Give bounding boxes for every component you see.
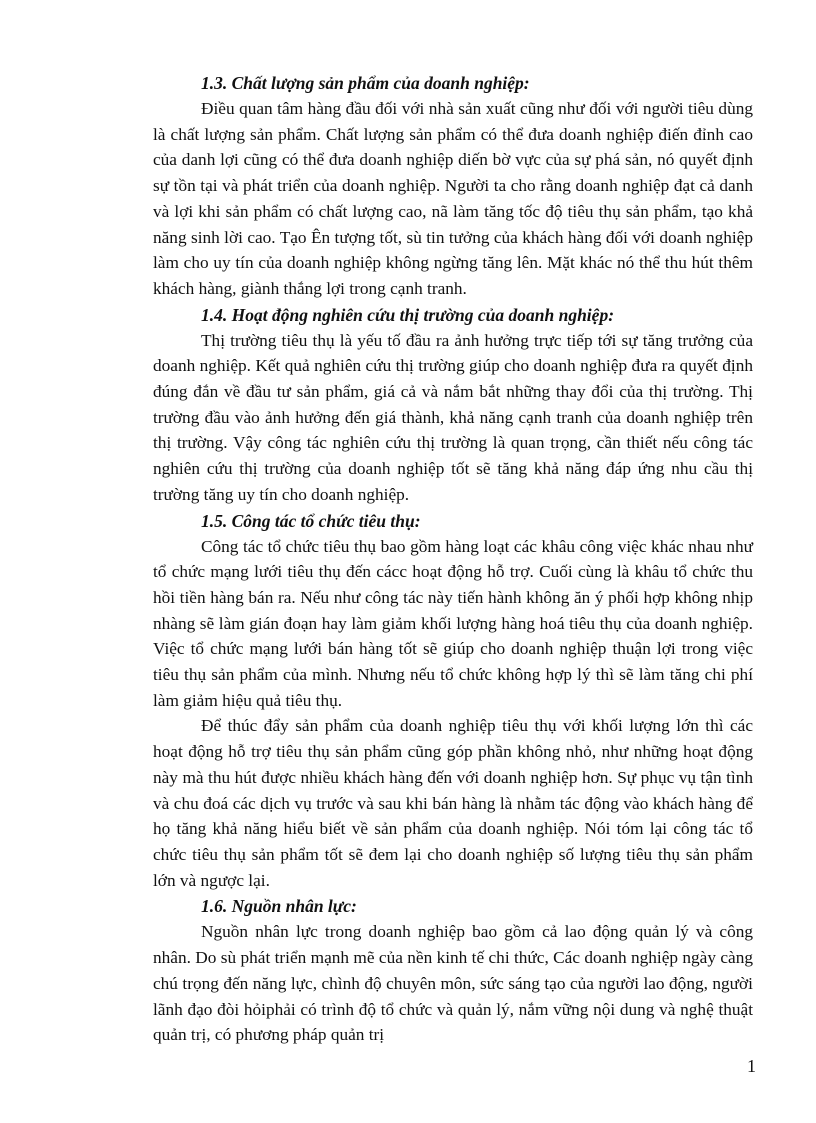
section-1-5-paragraph-2: Để thúc đẩy sản phẩm của doanh nghiệp tiêu thụ với khối lượng lớn thì các hoạt động hỗ trợ tiêu thụ sản phẩm cũng góp phần không nhỏ, như những hoạt động này mà thu hút được nhiều khách hàng đến với doanh nghiệp hơn. Sự phục vụ tận tình và chu đoá các dịch vụ trước và sau khi bán hàng là nhằm tác động vào khách hàng để họ tăng khả năng hiểu biết về sản phẩm của doanh nghiệp. Nói tóm lại công tác tổ chức tiêu thụ sản phẩm tốt sẽ đem lại cho doanh nghiệp số lượng tiêu thụ sản phẩm lớn và ngược lại. xyxy=(153,716,753,890)
section-1-6-paragraph: Nguồn nhân lực trong doanh nghiệp bao gồm cả lao động quản lý và công nhân. Do sù phát triển mạnh mẽ của nền kinh tế chi thức, Các doanh nghiệp ngày càng chú trọng đến năng lực, chình độ chuyên môn, sức sáng tạo của người lao động, người lãnh đạo đòi hỏiphải có trình độ tổ chức và quản lý, nắm vững nội dung và nghệ thuật quản trị, có phương pháp quản trị xyxy=(153,922,753,1045)
section-heading-1-3: 1.3. Chất lượng sản phẩm của doanh nghiệp: xyxy=(201,73,530,93)
section-1-4-paragraph: Thị trường tiêu thụ là yếu tố đầu ra ảnh hưởng trực tiếp tới sự tăng trưởng của doanh nghiệp. Kết quả nghiên cứu thị trường giúp cho doanh nghiệp đưa ra quyết định đúng đắn về đầu tư sản phẩm, giá cả và nắm bắt những thay đổi của thị trường. Thị trường đầu vào ảnh hưởng đến giá thành, khả năng cạnh tranh của doanh nghiệp trên thị trường. Vậy công tác nghiên cứu thị trường là quan trọng, cần thiết nếu công tác nghiên cứu thị trường của doanh nghiệp tốt sẽ tăng khả năng đáp ứng nhu cầu thị trường tăng uy tín cho doanh nghiệp. xyxy=(153,330,753,504)
section-heading-1-4: 1.4. Hoạt động nghiên cứu thị trường của doanh nghiệp: xyxy=(201,304,615,325)
section-heading-1-6: 1.6. Nguồn nhân lực: xyxy=(201,896,357,917)
section-heading-1-5: 1.5. Công tác tổ chức tiêu thụ: xyxy=(201,510,421,531)
section-1-3-paragraph: Điều quan tâm hàng đầu đối với nhà sản xuất cũng như đối với người tiêu dùng là chất lượng sản phẩm. Chất lượng sản phẩm có thể đưa doanh nghiệp điến đỉnh cao của danh lợi cũng có thể đưa doanh nghiệp diến bờ vực của sự phá sản, nó quyết định sự tồn tại và phát triển của doanh nghiệp. Người ta cho rằng doanh nghiệp đạt cả danh và lợi khi sản phẩm có chất lượng cao, nã làm tăng tốc độ tiêu thụ sản phẩm, tạo khả năng sinh lời cao. Tạo Ên tượng tốt, sù tin tưởng của khách hàng đối với doanh nghiệp làm cho uy tín của doanh nghiệp không ngừng tăng lên. Mặt khác nó thể thu hút thêm khách hàng, giành thắng lợi trong cạnh tranh. xyxy=(153,99,753,298)
document-body xyxy=(153,70,753,1048)
section-1-5-paragraph-1: Công tác tổ chức tiêu thụ bao gồm hàng loạt các khâu công việc khác nhau như tổ chức mạng lưới tiêu thụ đến cácc hoạt động hỗ trợ. Cuối cùng là khâu tổ chức thu hồi tiền hàng bán ra. Nếu như công tác này tiến hành không ăn ý phối hợp không nhịp nhàng sẽ làm gián đoạn hay làm giảm khối lượng hàng hoá tiêu thụ của doanh nghiệp. Việc tổ chức mạng lưới bán hàng tốt sẽ giúp cho doanh nghiệp thuận lợi trong việc tiêu thụ sản phẩm của mình. Nhưng nếu tổ chức không hợp lý thì sẽ làm tăng chi phí làm giảm hiệu quả tiêu thụ. xyxy=(153,536,753,710)
page-number: 1 xyxy=(747,1056,756,1076)
